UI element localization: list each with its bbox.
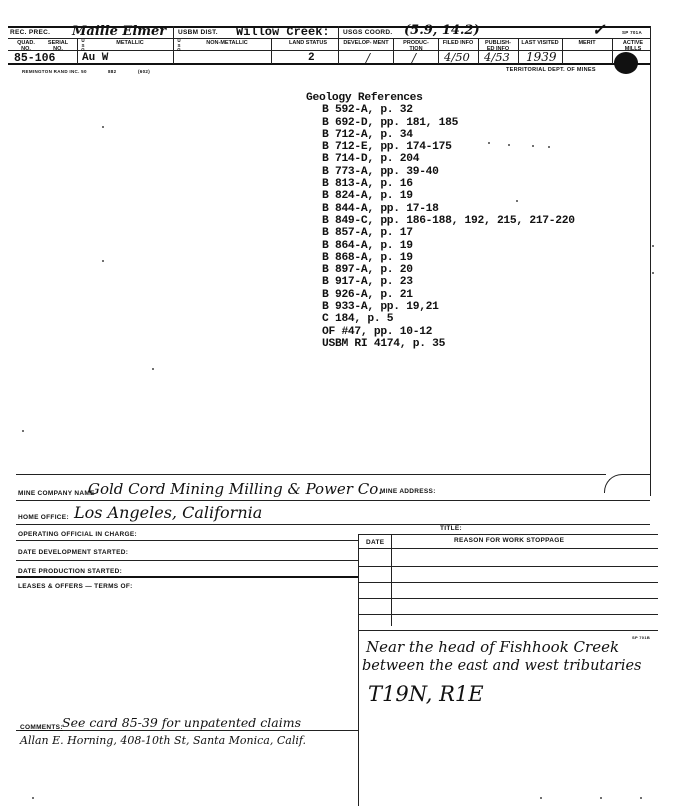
reference-item: C 184, p. 5 — [322, 313, 394, 326]
reference-item: B 773-A, pp. 39-40 — [322, 165, 439, 178]
printer-note: REMINGTON RAND INC. 50 — [22, 69, 87, 74]
reference-item: B 857-A, p. 17 — [322, 227, 413, 240]
speck — [640, 797, 642, 799]
speck — [102, 260, 104, 262]
date-production-label: DATE PRODUCTION STARTED: — [18, 568, 123, 575]
serial-no-label: SERIAL NO. — [47, 40, 69, 52]
check-mark: ✓ — [592, 20, 606, 39]
leases-offers-label: LEASES & OFFERS — TERMS OF: — [18, 583, 133, 590]
usgs-coord-label: USGS COORD. — [343, 29, 393, 36]
speck — [652, 245, 654, 247]
production-label: PRODUC- TION — [403, 40, 429, 52]
usgs-nonmetallic-mark: U S G — [177, 38, 181, 53]
reference-item: B 868-A, p. 19 — [322, 251, 413, 264]
land-status-value: 2 — [308, 52, 315, 64]
speck — [22, 430, 24, 432]
ink-blot — [614, 52, 638, 74]
speck — [600, 797, 602, 799]
production-value: / — [412, 51, 417, 65]
speck — [508, 144, 510, 146]
speck — [516, 200, 518, 202]
reference-item: B 897-A, p. 20 — [322, 264, 413, 277]
title-label: TITLE: — [440, 525, 463, 532]
published-info-label: PUBLISH- ED INFO — [485, 40, 511, 52]
land-status-label: LAND STATUS — [289, 40, 327, 46]
merit-label: MERIT — [578, 40, 596, 46]
rec-prec-label: REC. PREC. — [10, 29, 51, 36]
published-info-value: 4/53 — [484, 50, 510, 64]
speck — [102, 126, 104, 128]
usgs-coord-value: (5.9, 14.2) — [404, 23, 480, 38]
reference-item: B 933-A, pp. 19,21 — [322, 301, 439, 314]
speck — [488, 142, 490, 144]
nonmetallic-label: NON-METALLIC — [206, 40, 248, 46]
metallic-label: METALLIC — [116, 40, 144, 46]
reference-item: B 844-A, pp. 17-18 — [322, 202, 439, 215]
operating-official-label: OPERATING OFFICIAL IN CHARGE: — [18, 531, 137, 538]
reference-item: USBM RI 4174, p. 35 — [322, 337, 446, 350]
usbm-dist-label: USBM DIST. — [178, 29, 218, 36]
location-line-3: T19N, R1E — [368, 682, 484, 706]
speck — [548, 146, 550, 148]
filed-info-value: 4/50 — [444, 50, 470, 64]
last-visited-value: 1939 — [526, 50, 557, 64]
development-value: / — [366, 51, 371, 65]
comments-label: COMMENTS: — [20, 724, 63, 731]
mine-company-value: Gold Cord Mining Milling & Power Co. — [88, 480, 383, 498]
reference-item: B 864-A, p. 19 — [322, 239, 413, 252]
mine-company-label: MINE COMPANY NAME — [18, 490, 95, 497]
reference-item: B 714-D, p. 204 — [322, 153, 420, 166]
reference-item: B 926-A, p. 21 — [322, 288, 413, 301]
filed-info-label: FILED INFO — [442, 40, 474, 46]
last-visited-label: LAST VISITED — [521, 40, 559, 46]
development-label: DEVELOP- MENT — [343, 40, 389, 46]
home-office-label: HOME OFFICE: — [18, 514, 69, 521]
corner-curve — [604, 474, 651, 493]
home-office-value: Los Angeles, California — [74, 503, 263, 522]
printer-code-2: (602) — [138, 69, 151, 74]
mine-address-label: MINE ADDRESS: — [380, 488, 436, 495]
usbm-dist-value: Willow Creek: — [236, 25, 330, 39]
references-list — [306, 104, 575, 350]
right-edge-line — [650, 26, 651, 496]
reference-item: B 712-A, p. 34 — [322, 128, 413, 141]
date-development-label: DATE DEVELOPMENT STARTED: — [18, 549, 129, 556]
reference-item: B 692-D, pp. 181, 185 — [322, 116, 459, 129]
location-line-1: Near the head of Fishhook Creek — [366, 638, 620, 656]
reference-item: B 917-A, p. 23 — [322, 276, 413, 289]
references-title: Geology References — [306, 92, 423, 104]
quad-serial-value: 85-106 — [14, 52, 56, 65]
reference-item: OF #47, pp. 10-12 — [322, 325, 433, 338]
comments-line-2: Allan E. Horning, 408-10th St, Santa Monica, Calif. — [20, 734, 307, 747]
active-mills-label: ACTIVE MILLS — [622, 40, 644, 52]
reference-item: B 813-A, p. 16 — [322, 178, 413, 191]
speck — [152, 368, 154, 370]
reference-item: B 824-A, p. 19 — [322, 190, 413, 203]
reference-item: B 849-C, pp. 186-188, 192, 215, 217-220 — [322, 214, 575, 227]
form-number: SP 701A — [622, 30, 643, 35]
reference-item: B 592-A, p. 32 — [322, 104, 413, 117]
rec-prec-value: Maille Elmer — [72, 24, 167, 39]
speck — [32, 797, 34, 799]
date-column-label: DATE — [366, 539, 385, 546]
usgs-metallic-mark: U S G — [81, 38, 85, 53]
reason-column-label: REASON FOR WORK STOPPAGE — [454, 537, 565, 544]
quad-no-label: QUAD. NO. — [17, 40, 35, 52]
form-number-small: SP 701B — [632, 635, 651, 640]
comments-value: See card 85-39 for unpatented claims — [62, 715, 301, 730]
reference-item: B 712-E, pp. 174-175 — [322, 141, 452, 154]
location-line-2: between the east and west tributaries — [362, 658, 642, 674]
printer-code: 882 — [108, 69, 117, 74]
geology-references — [306, 92, 575, 350]
speck — [540, 797, 542, 799]
speck — [532, 145, 534, 147]
speck — [652, 272, 654, 274]
metallic-value: Au W — [82, 52, 109, 64]
dept-label: TERRITORIAL DEPT. OF MINES — [506, 67, 596, 73]
